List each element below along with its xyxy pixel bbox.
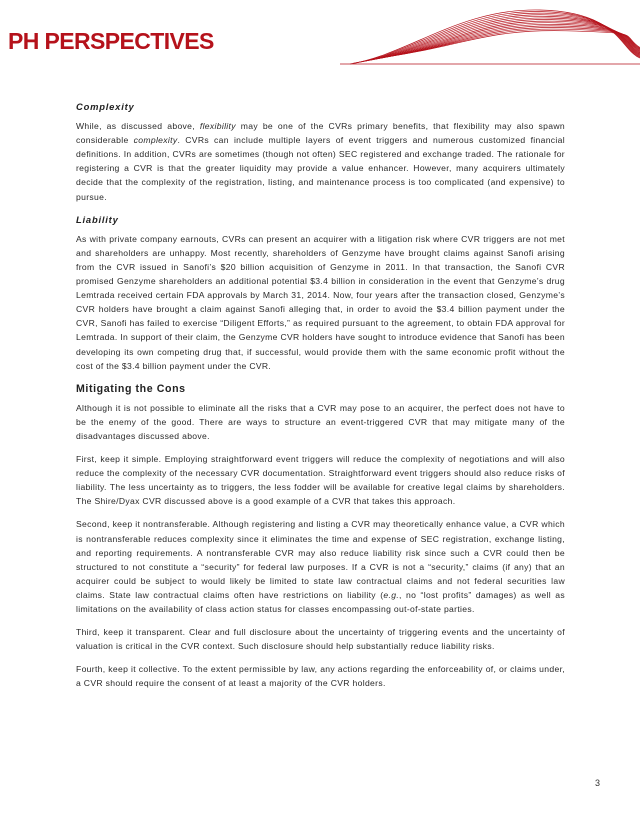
text-run-italic: complexity <box>133 135 178 146</box>
text-run: may be one of the CVRs primary benefits, that flexibility may also spawn considerable <box>76 121 565 146</box>
text-run: , no “lost profits” damages) as well as limitations on the availability of class action status for classes encompassing out-of-state parties. <box>76 589 565 614</box>
mitigating-heading: Mitigating the Cons <box>76 382 186 395</box>
mitigating-paragraph-1: Although it is not possible to eliminate all the risks that a CVR may pose to an acquirer, the perfect does not have to be the enemy of the good. There are ways to structure an event-triggered CVR that may mitigate many of the disadvantages discussed above. <box>76 402 565 441</box>
text-run: Second, keep it nontransferable. Although registering and listing a CVR may theoretically enhance value, a CVR which is nontransferable reduces complexity since it eliminates the time and expense of SEC registration, exchange listing, and reporting requirements. A nontransferable CVR may also reduce liability risk since such a CVR could then be structured to not constitute a “security” for federal law purposes. If a CVR is not a “security,” claims (if any) that an acquirer could be subject to would likely be limited to state law contractual claims and not federal securities law claims. State law contractual claims often have restrictions on liability ( <box>76 519 565 600</box>
liability-paragraph: As with private company earnouts, CVRs can present an acquirer with a litigation risk where CVR triggers are not met and shareholders are unhappy. Most recently, shareholders of Genzyme have brought claims against Sanofi arising from the CVR issued in Sanofi’s $20 billion acquisition of Genzyme in 2011. In that transaction, the Sanofi CVR promised Genzyme shareholders an additional potential $3.4 billion in consideration in the event that Genzyme’s drug Lemtrada received certain FDA approvals by March 31, 2014. Now, four years after the transaction closed, Genzyme’s CVR holders have brought a claim against Sanofi alleging that, in order to avoid the $3.4 billion payment under the CVR, Sanofi has failed to exercise “Diligent Efforts,” as required pursuant to the agreement, to obtain FDA approval for Lemtrada. In support of their claim, the Genzyme CVR holders have sought to introduce evidence that Sanofi has been developing its own competing drug that, if successful, would provide them with the same economic profit without the cost of the $3.4 billion payment under the CVR. <box>76 233 565 371</box>
swoosh-line <box>371 21 640 60</box>
brand-title: PH PERSPECTIVES <box>8 28 214 54</box>
text-run-italic: flexibility <box>199 121 236 132</box>
swoosh-line <box>389 31 640 57</box>
page-number: 3 <box>595 778 601 788</box>
swoosh-line <box>386 29 640 57</box>
header-swoosh-graphic <box>340 0 640 70</box>
complexity-heading: Complexity <box>76 101 135 112</box>
text-run-italic: e.g. <box>383 589 400 600</box>
swoosh-line <box>365 18 640 61</box>
mitigating-paragraph-4: Third, keep it transparent. Clear and full disclosure about the uncertainty of triggering events and the uncertainty of valuation is critical in the CVR context. Such disclosure should help substantially reduce liability risks. <box>76 627 565 652</box>
mitigating-paragraph-5: Fourth, keep it collective. To the extent permissible by law, any actions regarding the enforceability of, or claims under, a CVR should require the consent of at least a majority of the CVR holders. <box>76 664 565 689</box>
document-body <box>76 100 565 699</box>
text-run: While, as discussed above, <box>76 121 200 132</box>
text-run: . CVRs can include multiple layers of event triggers and numerous customized financial definitions. In addition, CVRs are sometimes (though not often) SEC registered and exchange traded. The rationale for registering a CVR is that the greater liquidity may provide a value enhancer. However, many acquirers ultimately decide that the complexity of the registration, listing, and maintenance process is too complicated (and expensive) to pursue. <box>76 135 565 202</box>
mitigating-paragraph-3 <box>76 517 565 616</box>
liability-heading: Liability <box>76 213 119 225</box>
mitigating-paragraph-2: First, keep it simple. Employing straightforward event triggers will reduce the complexity of negotiations and will also reduce the complexity of the necessary CVR documentation. Straightforward event triggers should also reduce risks of liability. The less uncertainty as to triggers, the less fodder will be available for creative legal claims by shareholders. The Shire/Dyax CVR discussed above is a good example of a CVR that takes this approach. <box>76 454 565 507</box>
complexity-paragraph <box>76 119 565 204</box>
